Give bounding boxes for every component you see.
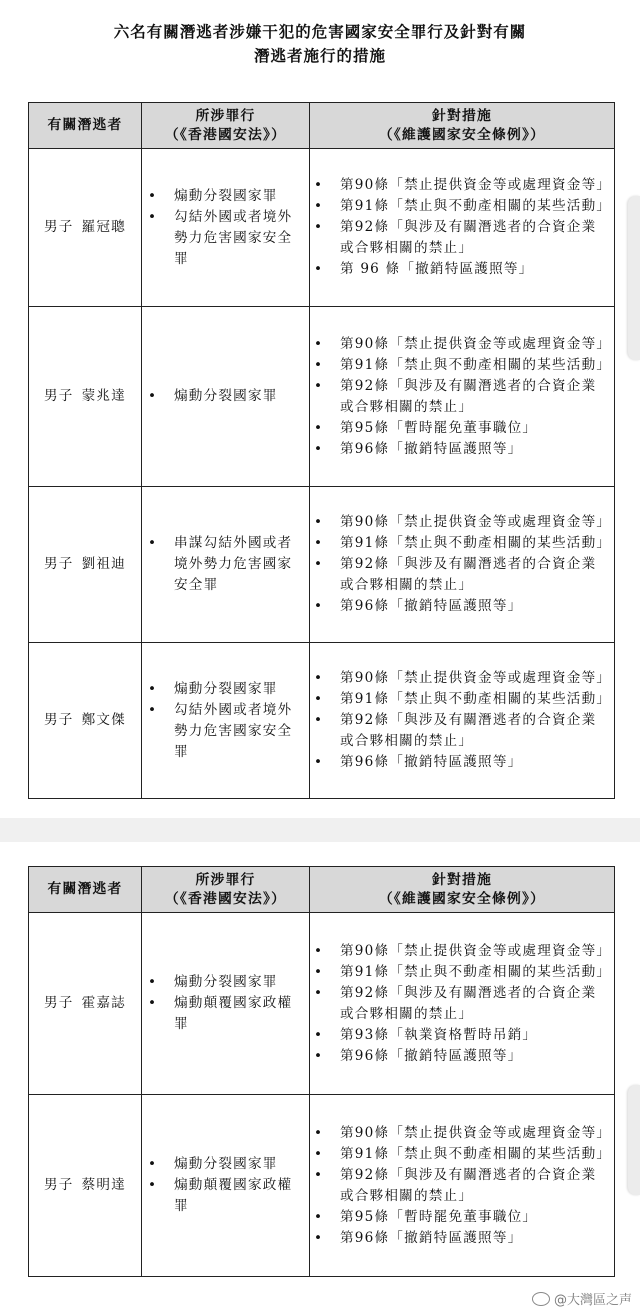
fugitives-table-2	[28, 866, 615, 1277]
measures-list	[310, 1123, 614, 1249]
offence-item: • 煽動分裂國家罪	[174, 972, 303, 993]
header-measures-law: （《維護國家安全條例》）	[378, 890, 546, 907]
measure-item: • 第92條「與涉及有關潛逃者的合資企業或合夥相關的禁止」	[340, 983, 606, 1025]
offence-list	[142, 533, 309, 596]
document-page-2	[0, 842, 640, 1316]
measures-cell	[310, 913, 615, 1095]
offence-cell	[142, 913, 310, 1095]
measure-item: • 第95條「暫時罷免董事職位」	[340, 418, 606, 439]
measure-item: • 第91條「禁止與不動產相關的某些活動」	[340, 196, 606, 217]
header-measures	[310, 867, 615, 913]
table-row	[29, 913, 615, 1095]
fugitive-name-cell	[29, 913, 142, 1095]
fugitives-table-1	[28, 102, 615, 799]
offence-item: • 煽動分裂國家罪	[174, 386, 303, 407]
offence-cell	[142, 149, 310, 307]
fugitive-name: 羅冠聰	[81, 219, 126, 235]
measures-list	[310, 512, 614, 617]
offence-item: • 煽動分裂國家罪	[174, 1154, 303, 1175]
measures-cell	[310, 643, 615, 799]
document-title-line-2: 潛逃者施行的措施	[253, 46, 386, 65]
offence-item: • 串謀勾結外國或者境外勢力危害國家安全罪	[174, 533, 303, 596]
scroll-handle-lower[interactable]	[628, 1085, 640, 1195]
fugitive-name-cell	[29, 149, 142, 307]
measure-item: • 第91條「禁止與不動產相關的某些活動」	[340, 355, 606, 376]
header-offence	[142, 103, 310, 149]
measures-list	[310, 334, 614, 460]
fugitive-name-cell	[29, 487, 142, 643]
offence-item: • 煽動分裂國家罪	[174, 679, 303, 700]
fugitive-gender: 男子	[44, 995, 74, 1011]
measure-item: • 第91條「禁止與不動產相關的某些活動」	[340, 962, 606, 983]
header-row	[29, 103, 615, 149]
table-row	[29, 643, 615, 799]
measure-item: • 第91條「禁止與不動產相關的某些活動」	[340, 689, 606, 710]
header-offence	[142, 867, 310, 913]
measure-item: • 第93條「執業資格暫時吊銷」	[340, 1025, 606, 1046]
measure-item: • 第92條「與涉及有關潛逃者的合資企業或合夥相關的禁止」	[340, 710, 606, 752]
header-person	[29, 867, 142, 913]
measure-item: • 第92條「與涉及有關潛逃者的合資企業或合夥相關的禁止」	[340, 1165, 606, 1207]
measures-cell	[310, 487, 615, 643]
measure-item: • 第91條「禁止與不動產相關的某些活動」	[340, 1144, 606, 1165]
measure-item: • 第95條「暫時罷免董事職位」	[340, 1207, 606, 1228]
measure-item: • 第90條「禁止提供資金等或處理資金等」	[340, 941, 606, 962]
measure-item: • 第96條「撤銷特區護照等」	[340, 596, 606, 617]
weibo-logo-icon	[532, 1292, 550, 1306]
scroll-handle[interactable]	[628, 196, 640, 360]
header-person-label: 有關潛逃者	[47, 117, 123, 133]
measures-cell	[310, 149, 615, 307]
measure-item: • 第90條「禁止提供資金等或處理資金等」	[340, 334, 606, 355]
measure-item: • 第91條「禁止與不動產相關的某些活動」	[340, 533, 606, 554]
document-title-line-1: 六名有關潛逃者涉嫌干犯的危害國家安全罪行及針對有關	[113, 22, 527, 41]
watermark-text: @大灣區之声	[553, 1293, 632, 1308]
measures-list	[310, 668, 614, 773]
measures-cell	[310, 307, 615, 487]
offence-item: • 煽動分裂國家罪	[174, 186, 303, 207]
measure-item: • 第90條「禁止提供資金等或處理資金等」	[340, 1123, 606, 1144]
fugitive-gender: 男子	[44, 712, 74, 728]
offence-list	[142, 972, 309, 1035]
offence-list	[142, 386, 309, 407]
fugitive-name: 鄭文傑	[81, 712, 126, 728]
fugitive-gender: 男子	[44, 556, 74, 572]
measure-item: • 第90條「禁止提供資金等或處理資金等」	[340, 512, 606, 533]
fugitive-name: 劉祖迪	[81, 556, 126, 572]
fugitive-name: 蒙兆達	[81, 388, 126, 404]
offence-cell	[142, 487, 310, 643]
header-offence-law: （《香港國安法》）	[164, 890, 287, 907]
measure-item: • 第 96 條「撤銷特區護照等」	[340, 259, 606, 280]
table-row	[29, 1095, 615, 1277]
fugitive-gender: 男子	[44, 1177, 74, 1193]
header-measures-label: 針對措施	[432, 107, 492, 124]
offence-cell	[142, 643, 310, 799]
measures-list	[310, 175, 614, 280]
measures-cell	[310, 1095, 615, 1277]
offence-item: • 勾結外國或者境外勢力危害國家安全罪	[174, 700, 303, 763]
measure-item: • 第92條「與涉及有關潛逃者的合資企業或合夥相關的禁止」	[340, 376, 606, 418]
measure-item: • 第96條「撤銷特區護照等」	[340, 1046, 606, 1067]
offence-list	[142, 186, 309, 270]
fugitive-gender: 男子	[44, 388, 74, 404]
fugitive-name-cell	[29, 307, 142, 487]
fugitive-name-cell	[29, 643, 142, 799]
offence-cell	[142, 307, 310, 487]
offence-item: • 煽動顛覆國家政權罪	[174, 1175, 303, 1217]
measures-list	[310, 941, 614, 1067]
header-person-label: 有關潛逃者	[47, 881, 123, 897]
header-measures-law: （《維護國家安全條例》）	[378, 126, 546, 143]
header-offence-label: 所涉罪行	[195, 107, 256, 124]
measure-item: • 第96條「撤銷特區護照等」	[340, 1228, 606, 1249]
offence-list	[142, 1154, 309, 1217]
header-row	[29, 867, 615, 913]
table-row	[29, 149, 615, 307]
fugitive-name-cell	[29, 1095, 142, 1277]
offence-list	[142, 679, 309, 763]
fugitive-name: 蔡明達	[81, 1177, 126, 1193]
measure-item: • 第90條「禁止提供資金等或處理資金等」	[340, 175, 606, 196]
header-offence-label: 所涉罪行	[195, 871, 256, 888]
measure-item: • 第92條「與涉及有關潛逃者的合資企業或合夥相關的禁止」	[340, 554, 606, 596]
header-person	[29, 103, 142, 149]
offence-item: • 勾結外國或者境外勢力危害國家安全罪	[174, 207, 303, 270]
offence-item: • 煽動顛覆國家政權罪	[174, 993, 303, 1035]
weibo-watermark	[532, 1289, 632, 1308]
table-row	[29, 307, 615, 487]
header-offence-law: （《香港國安法》）	[164, 126, 287, 143]
fugitive-name: 霍嘉誌	[81, 995, 126, 1011]
measure-item: • 第96條「撤銷特區護照等」	[340, 752, 606, 773]
fugitive-gender: 男子	[44, 219, 74, 235]
offence-cell	[142, 1095, 310, 1277]
measure-item: • 第90條「禁止提供資金等或處理資金等」	[340, 668, 606, 689]
table-row	[29, 487, 615, 643]
header-measures-label: 針對措施	[432, 871, 492, 888]
measure-item: • 第96條「撤銷特區護照等」	[340, 439, 606, 460]
header-measures	[310, 103, 615, 149]
measure-item: • 第92條「與涉及有關潛逃者的合資企業或合夥相關的禁止」	[340, 217, 606, 259]
